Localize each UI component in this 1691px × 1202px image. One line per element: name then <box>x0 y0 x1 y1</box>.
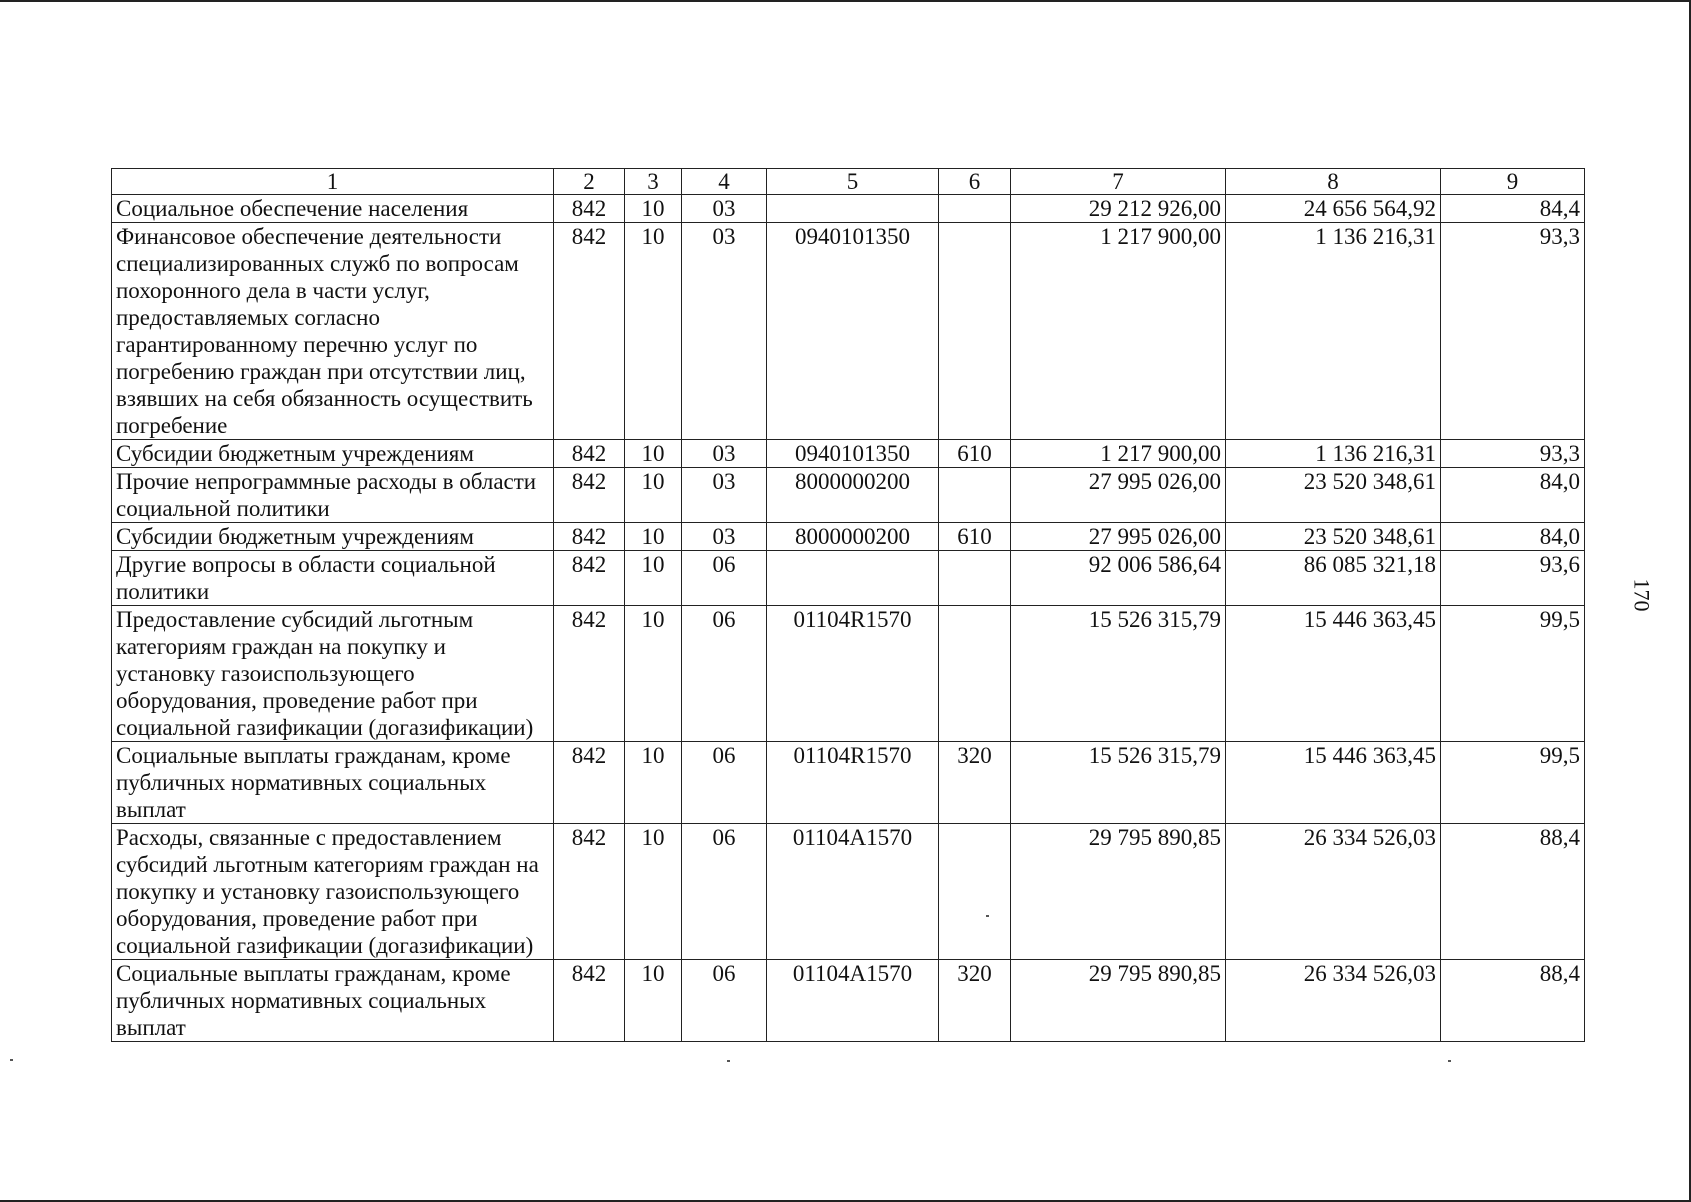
row-name: Финансовое обеспечение деятельности специализированных служб по вопросам похоронного дела в части услуг, предоставляемых согласно гарантированному перечню услуг по погребению граждан при отсутствии лиц, взявших на себя обязанность осуществить погребение <box>112 223 554 440</box>
cell-c7: 92 006 586,64 <box>1011 551 1226 606</box>
cell-c7: 1 217 900,00 <box>1011 440 1226 468</box>
row-name: Другие вопросы в области социальной политики <box>112 551 554 606</box>
cell-c6: 320 <box>939 742 1011 824</box>
cell-c7: 15 526 315,79 <box>1011 742 1226 824</box>
table-row <box>112 824 1585 960</box>
row-name: Субсидии бюджетным учреждениям <box>112 440 554 468</box>
scan-speck <box>986 915 989 917</box>
cell-c9: 99,5 <box>1441 742 1585 824</box>
cell-c3: 10 <box>625 223 682 440</box>
cell-c4: 03 <box>682 223 767 440</box>
budget-table <box>111 168 1585 1042</box>
row-name: Социальные выплаты гражданам, кроме публичных нормативных социальных выплат <box>112 742 554 824</box>
table-row <box>112 523 1585 551</box>
cell-c9: 84,4 <box>1441 195 1585 223</box>
cell-c6: 610 <box>939 523 1011 551</box>
cell-c7: 29 795 890,85 <box>1011 960 1226 1042</box>
cell-c5: 01104A1570 <box>767 960 939 1042</box>
cell-c5: 8000000200 <box>767 468 939 523</box>
cell-c4: 03 <box>682 523 767 551</box>
cell-c7: 29 212 926,00 <box>1011 195 1226 223</box>
cell-c5: 0940101350 <box>767 223 939 440</box>
cell-c8: 1 136 216,31 <box>1226 440 1441 468</box>
cell-c3: 10 <box>625 468 682 523</box>
scan-speck <box>727 1060 730 1062</box>
cell-c6 <box>939 223 1011 440</box>
table-row <box>112 468 1585 523</box>
cell-c7: 27 995 026,00 <box>1011 523 1226 551</box>
cell-c4: 06 <box>682 742 767 824</box>
cell-c8: 23 520 348,61 <box>1226 468 1441 523</box>
row-name: Прочие непрограммные расходы в области социальной политики <box>112 468 554 523</box>
cell-c9: 93,3 <box>1441 440 1585 468</box>
table-row <box>112 606 1585 742</box>
column-header: 3 <box>625 169 682 195</box>
table-row <box>112 223 1585 440</box>
cell-c4: 03 <box>682 195 767 223</box>
row-name: Социальные выплаты гражданам, кроме публичных нормативных социальных выплат <box>112 960 554 1042</box>
cell-c6 <box>939 606 1011 742</box>
cell-c2: 842 <box>554 440 625 468</box>
column-header: 9 <box>1441 169 1585 195</box>
column-header: 5 <box>767 169 939 195</box>
cell-c8: 24 656 564,92 <box>1226 195 1441 223</box>
cell-c9: 84,0 <box>1441 523 1585 551</box>
cell-c8: 26 334 526,03 <box>1226 960 1441 1042</box>
table-row <box>112 195 1585 223</box>
column-header: 2 <box>554 169 625 195</box>
cell-c3: 10 <box>625 523 682 551</box>
cell-c5 <box>767 195 939 223</box>
cell-c3: 10 <box>625 960 682 1042</box>
cell-c3: 10 <box>625 195 682 223</box>
cell-c4: 06 <box>682 960 767 1042</box>
table-row <box>112 551 1585 606</box>
table-row <box>112 742 1585 824</box>
cell-c5: 01104R1570 <box>767 742 939 824</box>
column-header: 6 <box>939 169 1011 195</box>
cell-c5: 01104A1570 <box>767 824 939 960</box>
page-number: 170 <box>1629 578 1655 612</box>
column-header: 1 <box>112 169 554 195</box>
cell-c5: 0940101350 <box>767 440 939 468</box>
cell-c4: 06 <box>682 606 767 742</box>
cell-c6: 320 <box>939 960 1011 1042</box>
cell-c9: 88,4 <box>1441 960 1585 1042</box>
scan-speck <box>10 1059 13 1061</box>
cell-c7: 29 795 890,85 <box>1011 824 1226 960</box>
cell-c6: 610 <box>939 440 1011 468</box>
cell-c5: 8000000200 <box>767 523 939 551</box>
cell-c9: 93,6 <box>1441 551 1585 606</box>
cell-c5 <box>767 551 939 606</box>
cell-c3: 10 <box>625 551 682 606</box>
header-row <box>112 169 1585 195</box>
cell-c6 <box>939 551 1011 606</box>
cell-c9: 93,3 <box>1441 223 1585 440</box>
cell-c2: 842 <box>554 606 625 742</box>
row-name: Социальное обеспечение населения <box>112 195 554 223</box>
column-header: 4 <box>682 169 767 195</box>
cell-c4: 03 <box>682 440 767 468</box>
table-row <box>112 960 1585 1042</box>
cell-c6 <box>939 824 1011 960</box>
cell-c6 <box>939 468 1011 523</box>
cell-c5: 01104R1570 <box>767 606 939 742</box>
cell-c9: 84,0 <box>1441 468 1585 523</box>
row-name: Субсидии бюджетным учреждениям <box>112 523 554 551</box>
column-header: 8 <box>1226 169 1441 195</box>
cell-c3: 10 <box>625 440 682 468</box>
cell-c7: 27 995 026,00 <box>1011 468 1226 523</box>
cell-c7: 15 526 315,79 <box>1011 606 1226 742</box>
cell-c2: 842 <box>554 824 625 960</box>
cell-c2: 842 <box>554 223 625 440</box>
cell-c8: 23 520 348,61 <box>1226 523 1441 551</box>
cell-c6 <box>939 195 1011 223</box>
cell-c2: 842 <box>554 195 625 223</box>
cell-c3: 10 <box>625 742 682 824</box>
cell-c3: 10 <box>625 824 682 960</box>
table-row <box>112 440 1585 468</box>
row-name: Предоставление субсидий льготным категориям граждан на покупку и установку газоиспользующего оборудования, проведение работ при социальной газификации (догазификации) <box>112 606 554 742</box>
cell-c4: 06 <box>682 824 767 960</box>
scan-speck <box>1448 1060 1451 1062</box>
cell-c2: 842 <box>554 551 625 606</box>
cell-c4: 06 <box>682 551 767 606</box>
cell-c4: 03 <box>682 468 767 523</box>
cell-c3: 10 <box>625 606 682 742</box>
cell-c2: 842 <box>554 960 625 1042</box>
cell-c8: 1 136 216,31 <box>1226 223 1441 440</box>
cell-c9: 99,5 <box>1441 606 1585 742</box>
cell-c8: 15 446 363,45 <box>1226 742 1441 824</box>
column-header: 7 <box>1011 169 1226 195</box>
cell-c8: 15 446 363,45 <box>1226 606 1441 742</box>
cell-c8: 86 085 321,18 <box>1226 551 1441 606</box>
cell-c9: 88,4 <box>1441 824 1585 960</box>
cell-c2: 842 <box>554 523 625 551</box>
cell-c2: 842 <box>554 742 625 824</box>
row-name: Расходы, связанные с предоставлением субсидий льготным категориям граждан на покупку и установку газоиспользующего оборудования, проведение работ при социальной газификации (догазификации) <box>112 824 554 960</box>
cell-c2: 842 <box>554 468 625 523</box>
cell-c7: 1 217 900,00 <box>1011 223 1226 440</box>
cell-c8: 26 334 526,03 <box>1226 824 1441 960</box>
